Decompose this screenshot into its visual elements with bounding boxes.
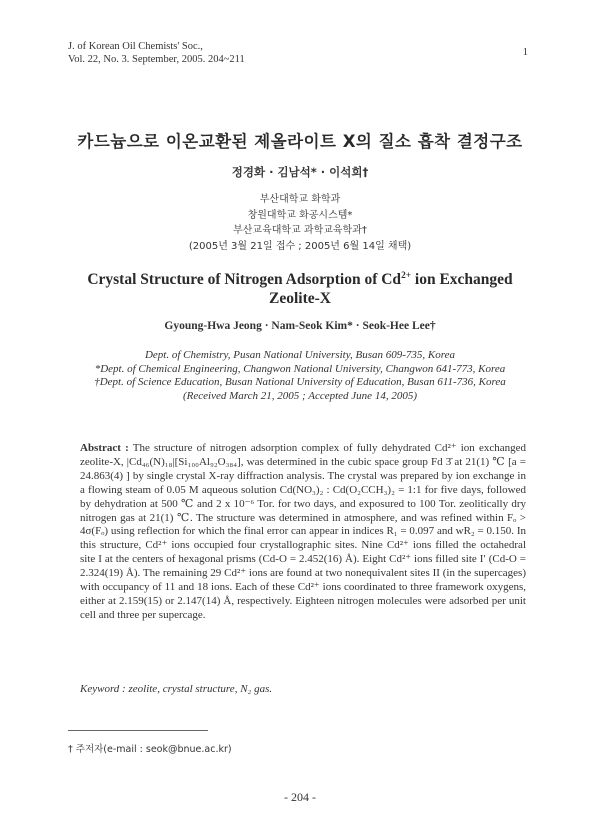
korean-title: 카드늄으로 이온교환된 제올라이트 X의 질소 흡착 결정구조 [77, 132, 523, 151]
abstract-text: The structure of nitrogen adsorption complex of fully dehydrated Cd²⁺ ion exchanged zeolite-X, |Cd₄₆(N)₁₈|[Si₁₀₀Al₉₂O₃₈₄], was determined in the cubic space group Fd 3̄ at 21(1) ℃ [a = 24.863(4) ] by single crystal X-ray diffraction analysis. The crystal was prepared by ion exchange in a flowing steam of 0.05 M aqueous solution Cd(NO₃)₂ : Cd(O₂CCH₃)₂ = 1:1 for five days, followed by dehydration at 500 ℃ and 2 x 10⁻⁶ Tor. for two days, and exposured to 100 Tor. zeolitically dry nitrogen gas at 21(1) ℃. The structure was determined in atmosphere, and was refined within Fₒ > 4σ(Fₒ) using reflection for which the final error can appear in indices R₁ = 0.097 and wR₂ = 0.150. In this structure, Cd²⁺ ions occupied four crystallographic sites. Nine Cd²⁺ ions filled the octahedral site I at the centers of hexagonal prisms (Cd-O = 2.452(16) Å). Eight Cd²⁺ ions filled site I′ (Cd-O = 2.324(19) Å). The remaining 29 Cd²⁺ ions are found at two nonequivalent sites II (in the supercages) with occupancy of 11 and 18 ions. Each of these Cd²⁺ ions coordinated to three framework oxygens, either at 2.159(15) or 2.147(14) Å, respectively. Eighteen nitrogen molecules were adsorbed per unit cell and three per supercage. [80, 442, 526, 621]
korean-affiliation-1: 부산대학교 화학과 [259, 194, 341, 205]
footnote-divider [68, 730, 208, 731]
footnote: † 주저자(e-mail : seok@bnue.ac.kr) [68, 744, 232, 755]
korean-affiliations [0, 192, 600, 254]
page-number-top: 1 [522, 47, 528, 58]
english-affiliation-1: Dept. of Chemistry, Pusan National University, Busan 609-735, Korea [144, 349, 456, 361]
english-received-date: (Received March 21, 2005 ; Accepted June 14, 2005) [183, 389, 417, 402]
english-affiliation-2: *Dept. of Chemical Engineering, Changwon National University, Changwon 641-773, Korea [94, 362, 506, 375]
abstract [80, 442, 526, 623]
english-title-part2: ion Exchanged [411, 271, 513, 289]
journal-citation [68, 40, 245, 66]
english-affiliation-3: †Dept. of Science Education, Busan National University of Education, Busan 611-736, Korea [94, 376, 506, 389]
english-title [0, 267, 600, 308]
abstract-label: Abstract : [80, 442, 129, 454]
english-title-superscript: 2+ [401, 271, 412, 281]
keywords: Keyword : zeolite, crystal structure, N₂ gas. [80, 683, 273, 695]
journal-line-2: Vol. 22, No. 3. September, 2005. 204~211 [68, 54, 245, 65]
korean-affiliation-2: 창원대학교 화공시스템* [247, 209, 353, 221]
korean-received-date: (2005년 3월 21일 접수 ; 2005년 6월 14일 채택) [188, 240, 412, 252]
korean-authors: 정경화 · 김남석* · 이석희† [231, 165, 369, 179]
english-title-part1: Crystal Structure of Nitrogen Adsorption of Cd [87, 271, 402, 289]
journal-line-1: J. of Korean Oil Chemists' Soc., [68, 41, 203, 52]
english-affiliations [0, 349, 600, 403]
english-title-line2: Zeolite-X [269, 290, 331, 308]
korean-affiliation-3: 부산교육대학교 과학교육학과† [233, 225, 367, 236]
page-number-bottom: - 204 - [284, 790, 316, 804]
english-authors: Gyoung-Hwa Jeong · Nam-Seok Kim* · Seok-Hee Lee† [164, 320, 436, 332]
